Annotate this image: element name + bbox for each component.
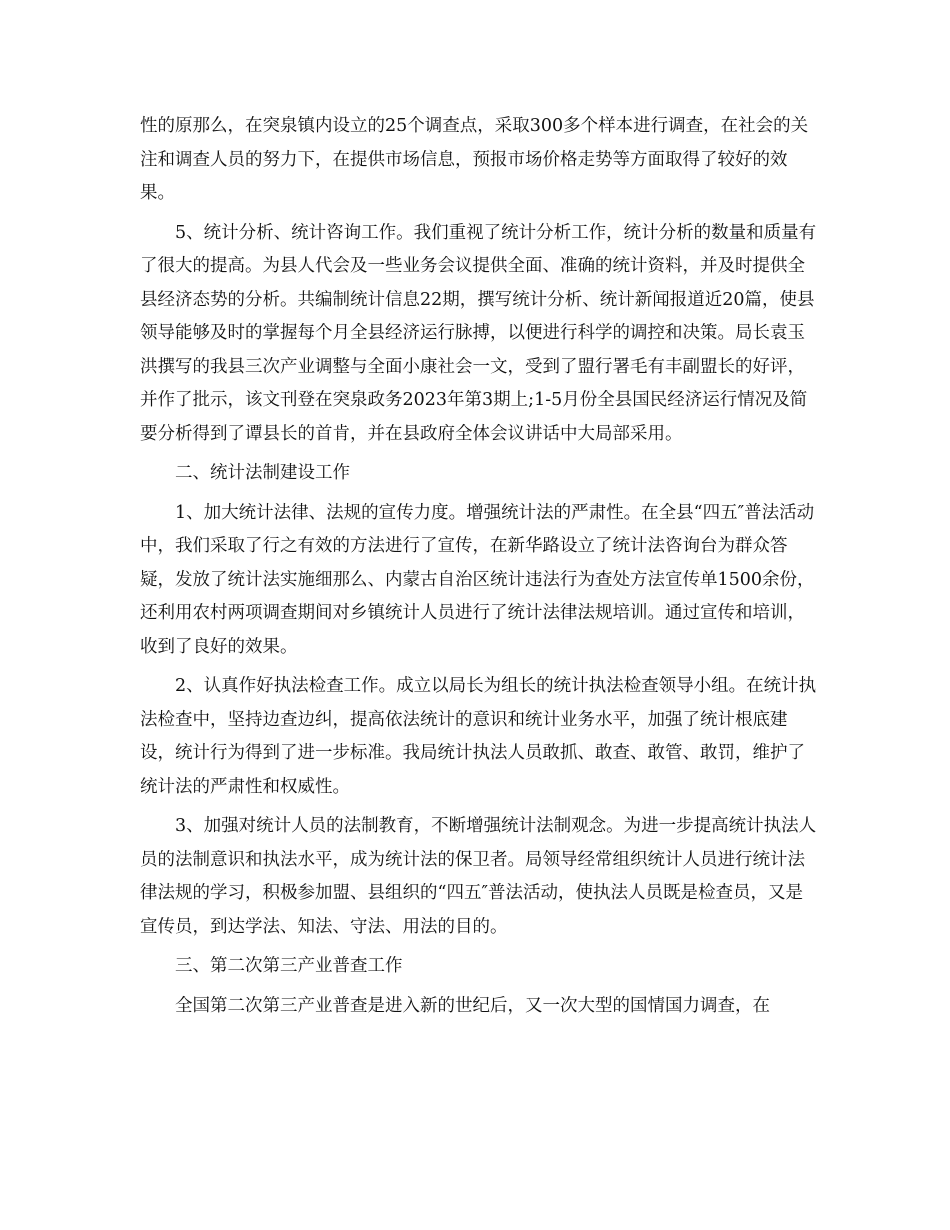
paragraph-legal-education: 3、加强对统计人员的法制教育，不断增强统计法制观念。为进一步提高统计执法人员的法制意识和执法水平，成为统计法的保卫者。局领导经常组织统计人员进行统计法律法规的学习，积极参加盟、县组织的“四五″普法活动，使执法人员既是检查员，又是宣传员，到达学法、知法、守法、用法的目的。 [140, 816, 817, 937]
section-heading-legal-construction: 二、统计法制建设工作 [175, 463, 350, 483]
paragraph-statistical-analysis: 5、统计分析、统计咨询工作。我们重视了统计分析工作，统计分析的数量和质量有了很大的提高。为县人代会及一些业务会议提供全面、准确的统计资料，并及时提供全县经济态势的分析。共编制统计信息22期，撰写统计分析、统计新闻报道近20篇，使县领导能够及时的掌握每个月全县经济运行脉搏，以便进行科学的调控和决策。局长袁玉洪撰写的我县三次产业调整与全面小康社会一文，受到了盟行署毛有丰副盟长的好评，并作了批示，该文刊登在突泉政务2023年第3期上;1-5月份全县国民经济运行情况及简要分析得到了谭县长的首肯，并在县政府全体会议讲话中大局部采用。 [140, 222, 817, 444]
document-body [140, 110, 820, 1029]
paragraph-law-publicity: 1、加大统计法律、法规的宣传力度。增强统计法的严肃性。在全县“四五″普法活动中，我们采取了行之有效的方法进行了宣传，在新华路设立了统计法咨询台为群众答疑，发放了统计法实施细那么、内蒙古自治区统计违法行为查处方法宣传单1500余份，还利用农村两项调查期间对乡镇统计人员进行了统计法律法规培训。通过宣传和培训，收到了良好的效果。 [140, 502, 815, 657]
paragraph-law-enforcement: 2、认真作好执法检查工作。成立以局长为组长的统计执法检查领导小组。在统计执法检查中，坚持边查边纠，提高依法统计的意识和统计业务水平，加强了统计根底建设，统计行为得到了进一步标准。我局统计执法人员敢抓、敢查、敢管、敢罚，维护了统计法的严肃性和权威性。 [140, 676, 817, 797]
paragraph-census-intro: 全国第二次第三产业普查是进入新的世纪后，又一次大型的国情国力调查，在 [175, 995, 770, 1016]
paragraph-market-survey: 性的原那么，在突泉镇内设立的25个调查点，采取300多个样本进行调查，在社会的关注和调查人员的努力下，在提供市场信息，预报市场价格走势等方面取得了较好的效果。 [140, 116, 809, 203]
section-heading-census: 三、第二次第三产业普查工作 [175, 956, 403, 976]
